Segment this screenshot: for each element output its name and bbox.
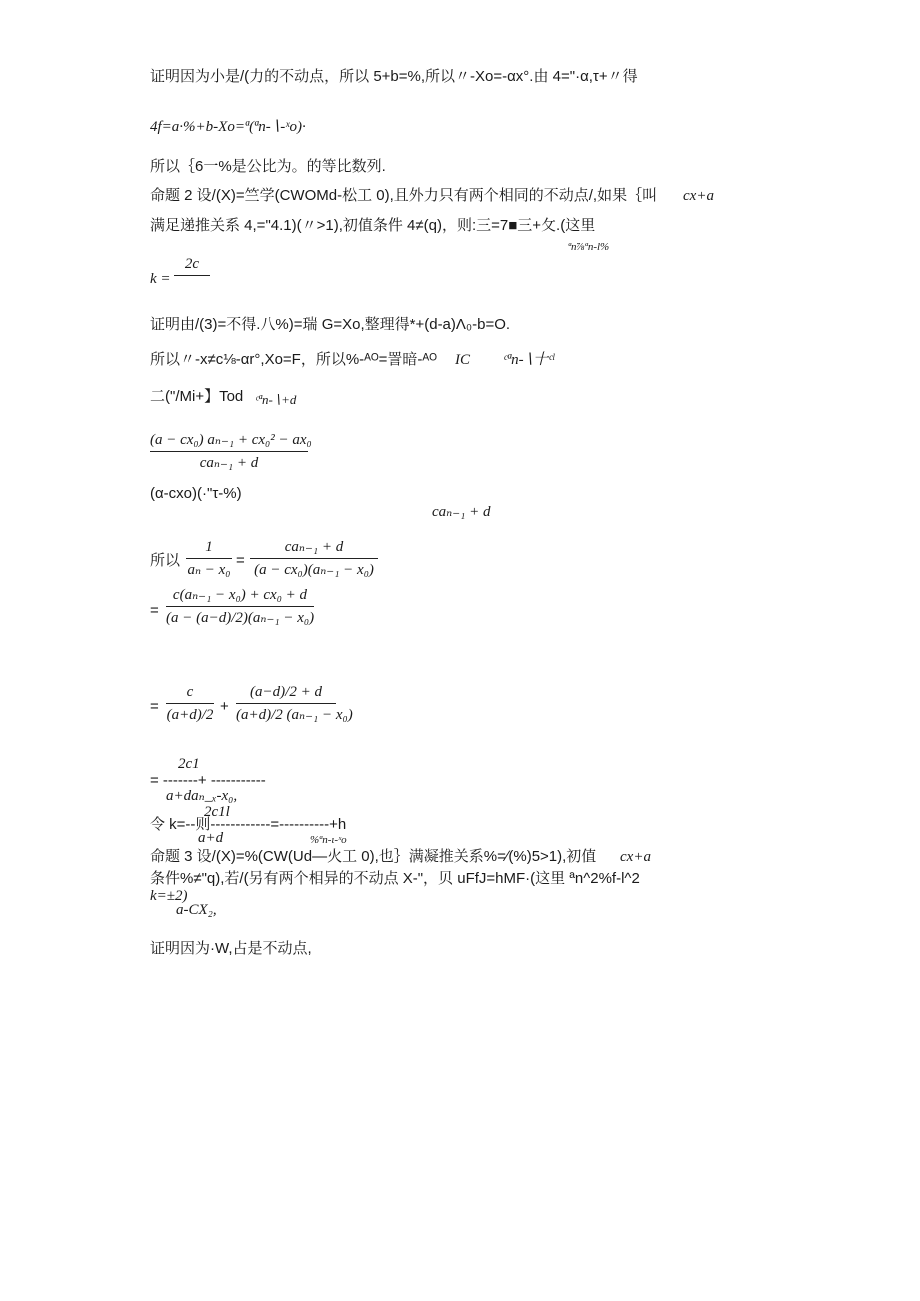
line-recurrence-condition: 满足递推关系 4,="4.1)(〃>1),初值条件 4≠(q)，则:三=7■三+攵.(这里 [150,217,596,234]
fraction-4-numerator: c(aₙ₋₁ − x₀) + cx₀ + d [172,587,308,603]
line-a-cx2: a-CX₂, [176,902,217,918]
line-proof-3: 证明因为·W,占是不动点, [150,940,312,957]
fraction-6-denominator: (a+d)/2 (aₙ₋₁ − x₀) [236,707,353,723]
fraction-1-denominator: caₙ₋₁ + d [199,455,259,471]
fraction-2-denominator: aₙ − x₀ [187,562,231,578]
line-derivation-denominator: ᶜªn-∖+d [255,392,297,407]
fraction-bar [186,558,232,559]
fraction-bar [250,558,378,559]
fraction-4 [166,585,314,628]
fraction-5-denominator: (a+d)/2 [166,707,214,723]
fraction-3-denominator: (a − cx₀)(aₙ₋₁ − x₀) [254,562,374,578]
fraction-bar [166,606,314,607]
line-k-top: 2c1l [204,804,230,820]
fraction-5 [166,682,214,725]
line-therefore-1-ic: IC [455,352,470,368]
plus-sign: + [220,698,229,715]
fraction-1-numerator: (a − cx₀) aₙ₋₁ + cx₀² − ax₀ [150,432,312,448]
line-proof-2: 证明由/(3)=不得.八%)=瑞 G=Xo,整理得*+(d-a)Λ₀-b=O. [150,316,511,333]
line-proposition-3: 命题 3 设/(X)=%(CW(Ud—火工 0),也｝满凝推关系%=∕(%)5>1),初值 [150,848,597,865]
line-let-k: 令 k=--则------------=----------+h [150,816,347,833]
line-proof-fixed-point: 证明因为小是/(力的不动点，所以 5+b=%,所以〃-Xo=-αx°.由 4="·α,τ+〃得 [150,68,638,85]
line-geometric-sequence: 所以｛6一%是公比为。的等比数列. [150,158,386,175]
line-therefore-2: 所以 [150,552,181,569]
line-recurrence-subscript: ªn⅞ªn-l% [568,241,610,253]
line-proposition-2-expr: cx+a [683,188,714,204]
line-let-k-subscript: %ªn-ι-ˣo [310,834,347,846]
line-recurrence-expansion: 4f=a·%+b-Xo=ª(ªn-∖-ˣo)· [150,119,306,135]
line-therefore-1: 所以〃-x≠c⅛-αr°,Xo=F，所以%-ᴬᴼ=詈暗-ᴬᴼ [150,351,437,368]
line-proposition-3-expr: cx+a [620,849,651,865]
line-factored-numerator: (α-cxo)(·"τ-%) [150,485,242,502]
line-dashed-fraction-denominator: a+daₙ_ₓ-x₀, [166,788,238,804]
line-derivation-start: 二("/Mi+】Tod [150,388,244,405]
fraction-5-numerator: c [186,684,194,700]
k-numerator: 2c [184,256,200,272]
fraction-6-numerator: (a−d)/2 + d [250,684,322,700]
line-2c1-top: 2c1 [178,756,200,772]
fraction-4-denominator: (a − (a−d)/2)(aₙ₋₁ − x₀) [166,610,315,626]
line-condition-3: 条件%≠"q),若/(另有两个相异的不动点 X-"，贝 uFfJ=hMF·(这里 ªn^2%f-l^2 [150,870,640,887]
fraction-2-numerator: 1 [205,539,213,555]
line-factored-denominator: caₙ₋₁ + d [432,504,491,520]
fraction-bar [150,451,308,452]
fraction-bar [166,703,214,704]
equals-sign: = [236,552,245,569]
k-definition-fraction [174,254,210,277]
fraction-bar [174,275,210,276]
k-definition-label: k = [150,271,171,287]
fraction-6 [236,682,353,725]
fraction-1 [150,430,312,473]
line-proposition-2: 命题 2 设/(X)=竺学(CWOMd-松工 0),且外力只有两个相同的不动点/,如果｛叫 [150,187,658,204]
equals-sign: = [150,698,159,715]
fraction-3 [250,537,378,580]
fraction-2 [186,537,232,580]
fraction-3-numerator: caₙ₋₁ + d [284,539,344,555]
line-k-pm-2: k=±2) [150,888,188,904]
line-let-k-denominator: a+d [198,830,224,846]
line-dashed-fraction: = -------+ ----------- [150,772,266,789]
fraction-bar [236,703,336,704]
line-therefore-1-tail: ᶜªn-∖十ᶜˡ [503,352,555,368]
equals-sign: = [150,602,159,619]
